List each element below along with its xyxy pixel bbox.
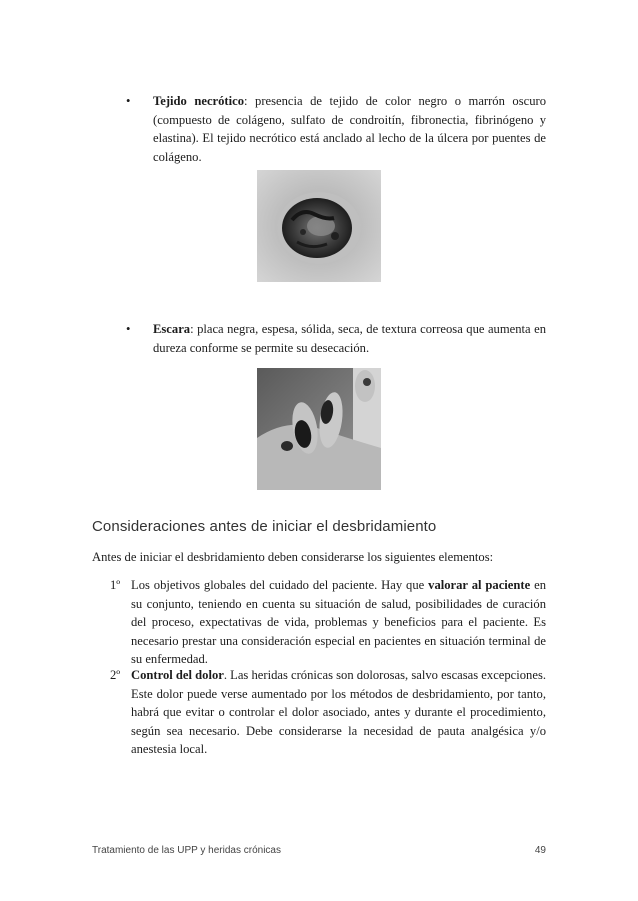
necrotic-wound-image: [257, 170, 381, 282]
bullet-marker: •: [126, 94, 131, 108]
eschar-foot-image: [257, 368, 381, 490]
bullet-description: : presencia de tejido de color negro o marrón oscuro (compuesto de colágeno, sulfato de condroitín, fibronectia, fibrinógeno y elastina). El tejido necrótico está anclado al lecho de la úlcera por puentes de colágeno.: [153, 94, 546, 164]
page-number: 49: [534, 845, 546, 856]
bullet-marker: •: [126, 322, 131, 336]
bullet-term: Tejido necrótico: [153, 94, 244, 108]
item-text-after: . Las heridas crónicas son dolorosas, salvo escasas excepciones. Este dolor puede verse aumentado por los métodos de desbridamiento, por tanto, habrá que evitar o controlar el dolor asociado, antes y durante el procedimiento, según sea necesario. Debe considerarse la necesidad de pauta analgésica y/o anestesia local.: [131, 668, 546, 756]
bullet-term: Escara: [153, 322, 191, 336]
necrotic-tissue-photo: [257, 170, 381, 282]
numbered-item-1: [110, 576, 546, 669]
item-text-before: Los objetivos globales del cuidado del paciente. Hay que: [131, 578, 429, 592]
bullet-necrotic-tissue: [126, 92, 546, 166]
numbered-item-2: [110, 666, 546, 759]
item-bold-term: valorar al paciente: [428, 578, 531, 592]
item-number: 2º: [110, 668, 121, 682]
section-heading: Consideraciones antes de iniciar el desbridamiento: [92, 518, 437, 535]
section-intro: Antes de iniciar el desbridamiento deben considerarse los siguientes elementos:: [92, 550, 494, 564]
bullet-text: [153, 92, 546, 166]
footer-title: Tratamiento de las UPP y heridas crónicas: [92, 845, 281, 856]
bullet-description: : placa negra, espesa, sólida, seca, de textura correosa que aumenta en dureza conforme se permite su desecación.: [153, 322, 546, 355]
eschar-photo: [257, 368, 381, 490]
bullet-eschar: [126, 320, 546, 357]
bullet-text: [153, 320, 546, 357]
item-bold-term: Control del dolor: [131, 668, 224, 682]
item-text-after: en su conjunto, teniendo en cuenta su situación de salud, posibilidades de curación del proceso, expectativas de vida, problemas y beneficios para el paciente. Es necesario prestar una consideración especial en pacientes en situación terminal de su enfermedad.: [131, 578, 546, 666]
item-text: [131, 666, 546, 759]
item-number: 1º: [110, 578, 121, 592]
item-text: [131, 576, 546, 669]
